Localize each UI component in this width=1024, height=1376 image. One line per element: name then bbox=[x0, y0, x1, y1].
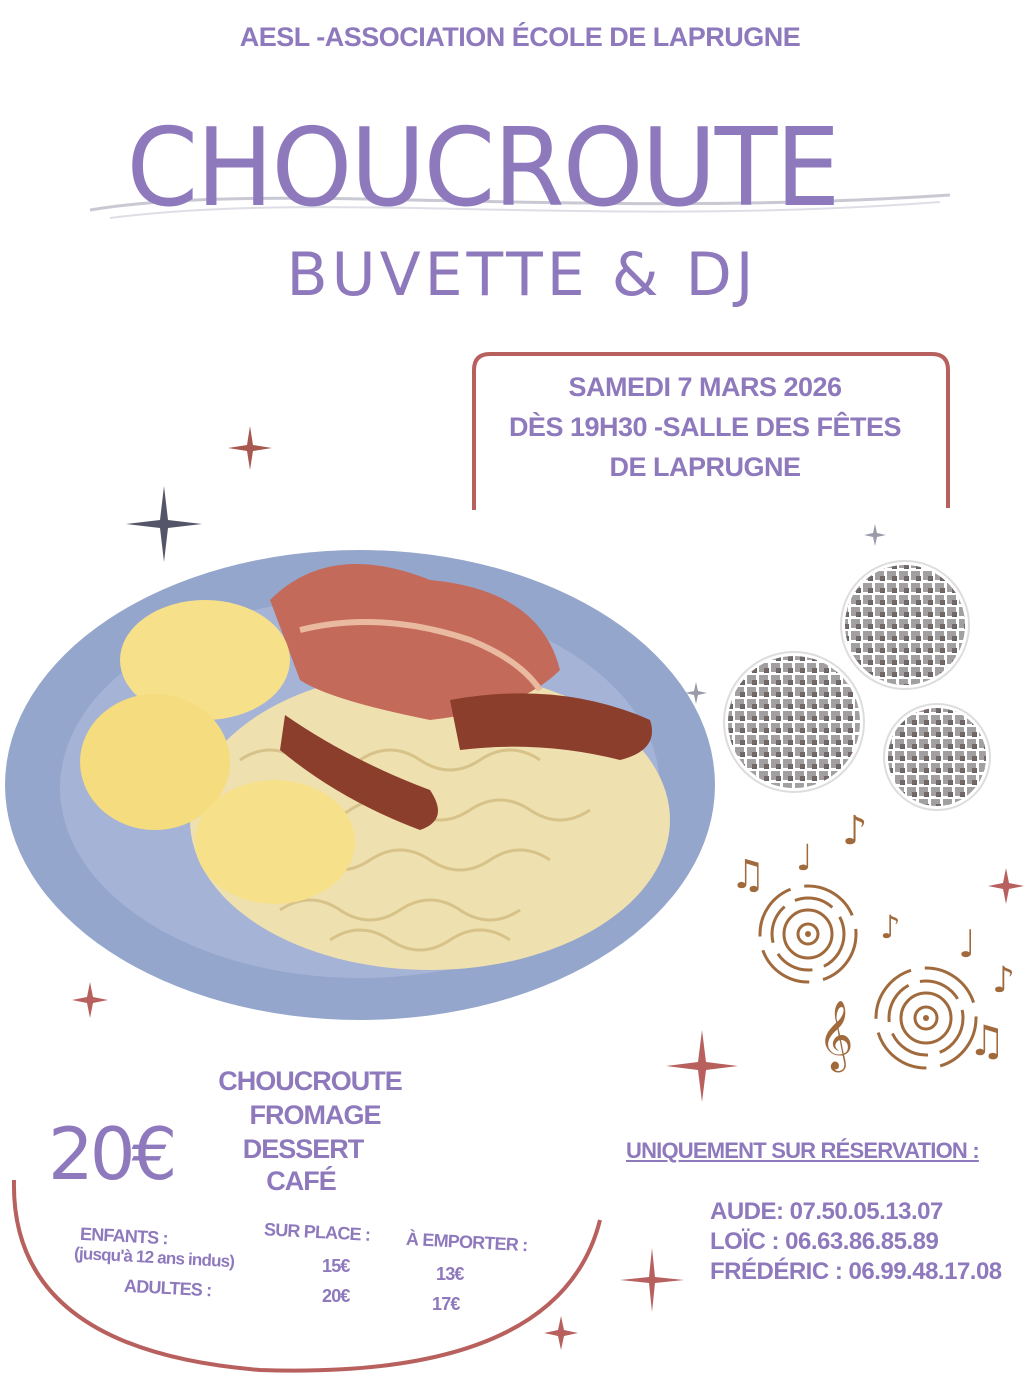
menu-item: DESSERT bbox=[242, 1134, 364, 1164]
sparkle-star-icon bbox=[228, 426, 272, 470]
col-on-site: SUR PLACE : bbox=[263, 1219, 371, 1245]
treble-clef-icon: 𝄞 bbox=[818, 1000, 854, 1070]
adults-on-site-price: 20€ bbox=[322, 1286, 350, 1306]
music-note-icon: ♫ bbox=[968, 1016, 1006, 1065]
children-takeaway-price: 13€ bbox=[436, 1264, 464, 1284]
music-note-icon: ♪ bbox=[842, 808, 868, 854]
music-note-icon: ♫ bbox=[730, 852, 766, 898]
col-takeaway: À EMPORTER : bbox=[405, 1228, 528, 1256]
disco-ball-icon bbox=[722, 650, 866, 794]
children-label: ENFANTS : bbox=[79, 1223, 169, 1249]
music-note-icon: ♪ bbox=[880, 908, 901, 946]
tariff-frame bbox=[0, 1170, 620, 1376]
sparkle-star-icon bbox=[666, 1030, 738, 1102]
choucroute-plate-image bbox=[0, 520, 720, 1030]
reservation-heading: UNIQUEMENT SUR RÉSERVATION : bbox=[626, 1138, 979, 1163]
event-subtitle: BUVETTE & DJ bbox=[286, 240, 758, 310]
contact-loic: LOÏC : 06.63.86.85.89 bbox=[710, 1228, 939, 1255]
sparkle-star-icon bbox=[620, 1248, 684, 1312]
adults-label: ADULTES : bbox=[123, 1275, 212, 1301]
contact-frederic: FRÉDÉRIC : 06.99.48.17.08 bbox=[710, 1258, 1002, 1285]
menu-item: CHOUCROUTE bbox=[218, 1066, 402, 1096]
menu-item: CAFÉ bbox=[266, 1166, 336, 1196]
contact-aude: AUDE: 07.50.05.13.07 bbox=[710, 1198, 943, 1225]
event-title: CHOUCROUTE bbox=[126, 106, 839, 231]
menu-item: FROMAGE bbox=[249, 1100, 381, 1130]
sparkle-star-icon bbox=[988, 868, 1024, 904]
association-name: AESL -ASSOCIATION ÉCOLE DE LAPRUGNE bbox=[239, 22, 801, 52]
children-note: (jusqu'à 12 ans indus) bbox=[73, 1243, 235, 1272]
children-on-site-price: 15€ bbox=[322, 1256, 350, 1276]
sparkle-star-icon bbox=[864, 524, 886, 546]
vinyl-record-icon bbox=[868, 960, 984, 1076]
music-note-icon: ♪ bbox=[992, 960, 1015, 1001]
event-info-box bbox=[470, 350, 954, 512]
adults-takeaway-price: 17€ bbox=[432, 1294, 460, 1314]
event-place-line2: DE LAPRUGNE bbox=[609, 452, 801, 482]
music-note-icon: ♩ bbox=[796, 838, 813, 879]
event-date: SAMEDI 7 MARS 2026 bbox=[568, 372, 842, 402]
vinyl-record-icon bbox=[752, 878, 864, 990]
event-time-place: DÈS 19H30 -SALLE DES FÊTES bbox=[508, 412, 902, 442]
disco-ball-icon bbox=[882, 702, 992, 812]
menu-price: 20€ bbox=[48, 1112, 174, 1196]
music-note-icon: ♩ bbox=[958, 922, 976, 966]
